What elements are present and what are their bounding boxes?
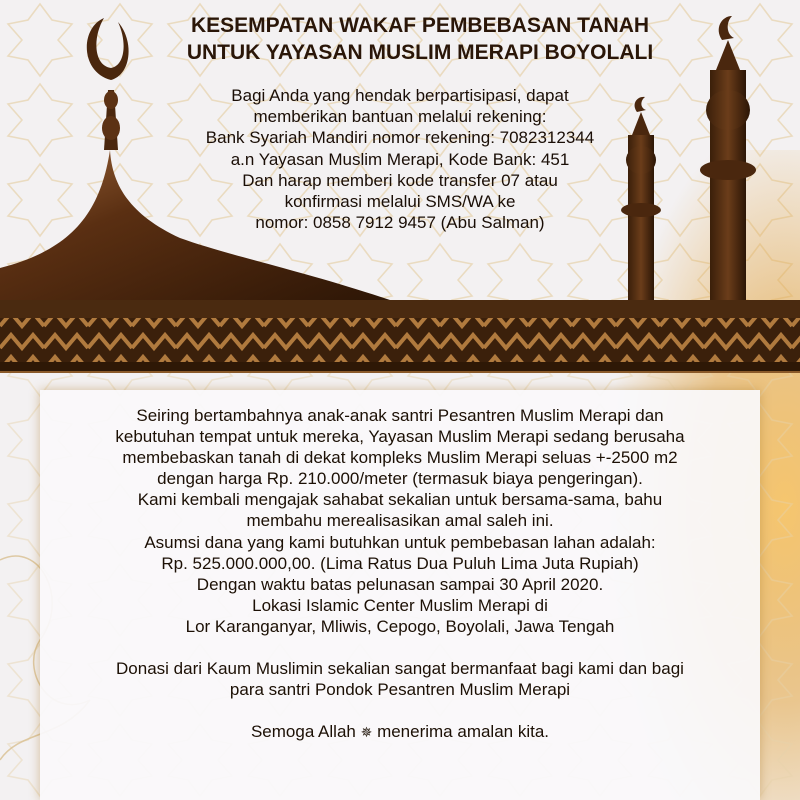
account-name: a.n Yayasan Muslim Merapi, Kode Bank: 451: [230, 149, 570, 169]
title-line: UNTUK YAYASAN MUSLIM MERAPI BOYOLALI: [186, 41, 654, 64]
donation-line: para santri Pondok Pesantren Muslim Merapi: [229, 680, 571, 700]
info-line: memberikan bantuan melalui rekening:: [253, 107, 547, 127]
info-line: Bagi Anda yang hendak berpartisipasi, dapat: [231, 86, 569, 105]
closing-before: Semoga Allah: [250, 722, 361, 742]
description-line: kebutuhan tempat untuk mereka, Yayasan Muslim Merapi sedang berusaha: [115, 427, 685, 447]
title-line: KESEMPATAN WAKAF PEMBEBASAN TANAH: [190, 14, 650, 37]
account-number: Bank Syariah Mandiri nomor rekening: 7082312344: [205, 128, 595, 148]
info-line: Dan harap memberi kode transfer 07 atau: [242, 170, 558, 190]
description-line: Kami kembali mengajak sahabat sekalian untuk bersama-sama, bahu: [137, 490, 663, 510]
spacer: [40, 700, 760, 721]
closing-after: menerima amalan kita.: [377, 722, 550, 742]
contact-number: nomor: 0858 7912 9457 (Abu Salman): [255, 213, 545, 233]
deadline: Dengan waktu batas pelunasan sampai 30 April 2020.: [196, 574, 604, 594]
description-line: Asumsi dana yang kami butuhkan untuk pembebasan lahan adalah:: [144, 532, 656, 552]
location-address: Lor Karanganyar, Mliwis, Cepogo, Boyolali, Jawa Tengah: [185, 616, 615, 636]
location-line: Lokasi Islamic Center Muslim Merapi di: [252, 595, 548, 615]
donation-line: Donasi dari Kaum Muslimin sekalian sangat bermanfaat bagi kami dan bagi: [116, 659, 684, 679]
spacer: [40, 637, 760, 658]
description-line: membahu merealisasikan amal saleh ini.: [246, 511, 554, 531]
description-line: Seiring bertambahnya anak-anak santri Pesantren Muslim Merapi dan: [136, 406, 664, 425]
arabesque-border: [0, 300, 800, 372]
description-line: dengan harga Rp. 210.000/meter (termasuk biaya pengeringan).: [157, 469, 643, 489]
info-line: konfirmasi melalui SMS/WA ke: [284, 192, 516, 212]
closing-line: [40, 721, 760, 743]
honorific-icon: ✵: [360, 724, 373, 741]
fund-amount: Rp. 525.000.000,00. (Lima Ratus Dua Puluh Lima Juta Rupiah): [161, 553, 639, 573]
description: [40, 405, 760, 743]
page-title: [120, 12, 720, 66]
bank-info: [130, 85, 670, 233]
description-line: membebaskan tanah di dekat kompleks Muslim Merapi seluas +-2500 m2: [122, 448, 678, 468]
